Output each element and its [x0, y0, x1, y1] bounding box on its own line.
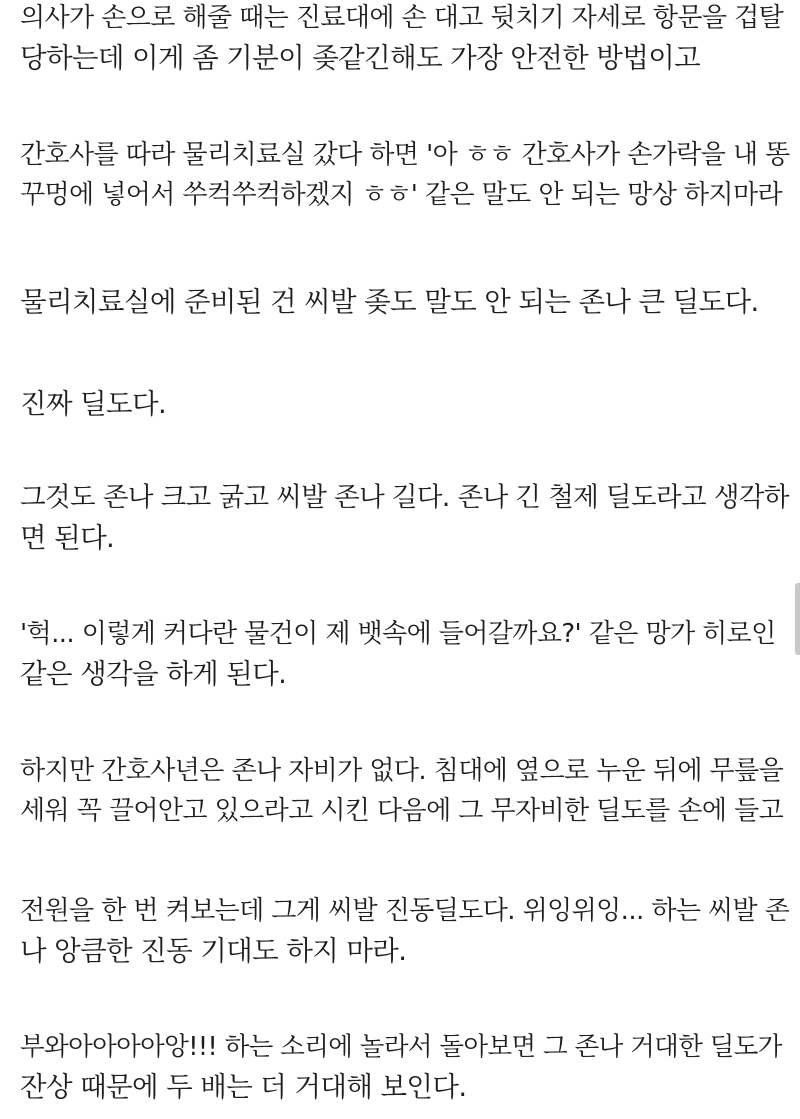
paragraph-3: [20, 282, 759, 322]
text-line: 진짜 딜도다.: [20, 388, 167, 420]
paragraph-2: [20, 135, 790, 215]
text-line: 간호사를 따라 물리치료실 갔다 하면 '아 ㅎㅎ 간호사가 손가락을 내 똥: [20, 140, 790, 170]
text-line: 같은 생각을 하게 된다.: [20, 658, 287, 690]
text-line: 전원을 한 번 켜보는데 그게 씨발 진동딜도다. 위잉위잉... 하는 씨발 존: [20, 896, 790, 926]
text-line: 잔상 때문에 두 배는 더 거대해 보인다.: [20, 1071, 467, 1103]
text-line: 면 된다.: [20, 522, 115, 554]
paragraph-9: [20, 1027, 782, 1107]
text-line: '헉... 이렇게 커다란 물건이 제 뱃속에 들어갈까요?' 같은 망가 히로인: [20, 619, 776, 649]
text-line: 부와아아아아앙!!! 하는 소리에 놀라서 돌아보면 그 존나 거대한 딜도가: [20, 1032, 782, 1062]
paragraph-1: [20, 0, 783, 78]
paragraph-6: [20, 614, 776, 694]
text-line: 꾸멍에 넣어서 쑤컥쑤컥하겠지 ㅎㅎ' 같은 말도 안 되는 망상 하지마라: [20, 180, 782, 210]
scrollbar-thumb[interactable]: [795, 583, 800, 655]
text-line: 그것도 존나 크고 굵고 씨발 존나 길다. 존나 긴 철제 딜도라고 생각하: [20, 482, 789, 513]
text-line: 나 앙큼한 진동 기대도 하지 마라.: [20, 935, 407, 967]
paragraph-5: [20, 478, 789, 558]
paragraph-4: [20, 384, 166, 424]
paragraph-8: [20, 891, 789, 971]
text-line: 하지만 간호사년은 존나 자비가 없다. 침대에 옆으로 누운 뒤에 무릎을: [20, 756, 784, 786]
text-line: 세워 꼭 끌어안고 있으라고 시킨 다음에 그 무자비한 딜도를 손에 들고: [20, 796, 784, 826]
paragraph-7: [20, 751, 783, 831]
text-line: 의사가 손으로 해줄 때는 진료대에 손 대고 뒷치기 자세로 항문을 겁탈: [20, 3, 784, 33]
text-line: 당하는데 이게 좀 기분이 좆같긴해도 가장 안전한 방법이고: [20, 42, 701, 74]
text-line: 물리치료실에 준비된 건 씨발 좆도 말도 안 되는 존나 큰 딜도다.: [20, 286, 759, 318]
